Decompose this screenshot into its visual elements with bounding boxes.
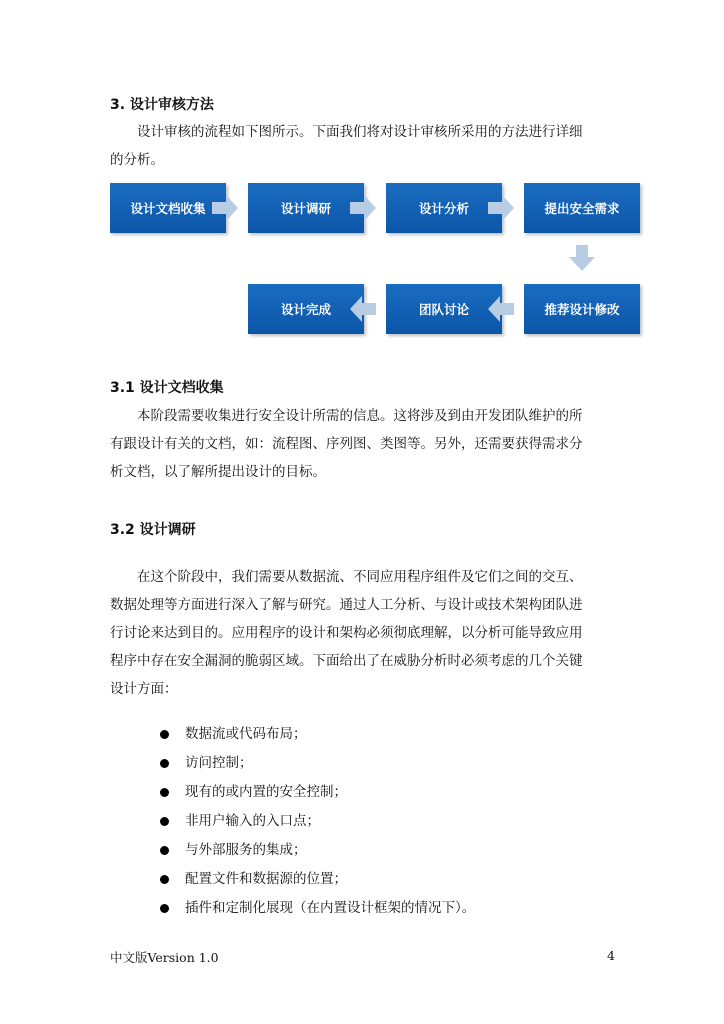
list-item-text: 非用户输入的入口点； (185, 813, 320, 829)
list-item (160, 778, 475, 807)
bullet-icon (160, 904, 169, 913)
arrow-right-icon (486, 194, 516, 222)
list-item (160, 807, 475, 836)
list-item (160, 720, 475, 749)
bullet-icon (160, 875, 169, 884)
section-3-intro (110, 118, 616, 174)
footer-version: 中文版Version 1.0 (110, 950, 219, 965)
bullet-icon (160, 788, 169, 797)
flow-step-design-analysis: 设计分析 (386, 183, 502, 233)
bullet-icon (160, 730, 169, 739)
bullet-icon (160, 759, 169, 768)
section-3-1-body (110, 402, 616, 486)
bullet-icon (160, 817, 169, 826)
arrow-right-icon (210, 194, 240, 222)
paragraph-line: 设计方面： (110, 681, 178, 697)
flow-step-team-discussion: 团队讨论 (386, 284, 502, 334)
list-item-text: 数据流或代码布局； (185, 726, 307, 742)
paragraph-line: 析文档，以了解所提出设计的目标。 (110, 464, 326, 480)
list-item-text: 访问控制； (185, 755, 253, 771)
list-item (160, 836, 475, 865)
arrow-left-icon (486, 295, 516, 323)
paragraph-line: 在这个阶段中，我们需要从数据流、不同应用程序组件及它们之间的交互、 (137, 569, 583, 585)
page-number: 4 (607, 948, 615, 963)
paragraph-line: 行讨论来达到目的。应用程序的设计和架构必须彻底理解，以分析可能导致应用 (110, 625, 583, 641)
paragraph-line: 程序中存在安全漏洞的脆弱区域。下面给出了在威胁分析时必须考虑的几个关键 (110, 653, 583, 669)
list-item (160, 749, 475, 778)
arrow-left-icon (348, 295, 378, 323)
flow-step-design-complete: 设计完成 (248, 284, 364, 334)
flow-step-doc-collect: 设计文档收集 (110, 183, 226, 233)
arrow-down-icon (568, 243, 596, 273)
flow-step-design-research: 设计调研 (248, 183, 364, 233)
list-item (160, 894, 475, 923)
paragraph-line: 数据处理等方面进行深入了解与研究。通过人工分析、与设计或技术架构团队进 (110, 597, 583, 613)
paragraph-line: 有跟设计有关的文档，如：流程图、序列图、类图等。另外，还需要获得需求分 (110, 436, 583, 452)
intro-line-1: 设计审核的流程如下图所示。下面我们将对设计审核所采用的方法进行详细 (137, 124, 583, 140)
bullet-icon (160, 846, 169, 855)
intro-line-2: 的分析。 (110, 152, 164, 168)
list-item (160, 865, 475, 894)
arrow-right-icon (348, 194, 378, 222)
section-3-2-body (110, 563, 616, 703)
paragraph-line: 本阶段需要收集进行安全设计所需的信息。这将涉及到由开发团队维护的所 (137, 408, 583, 424)
list-item-text: 现有的或内置的安全控制； (185, 784, 347, 800)
list-item-text: 配置文件和数据源的位置； (185, 871, 347, 887)
section-heading-3: 3. 设计审核方法 (110, 97, 214, 113)
flow-step-recommend-changes: 推荐设计修改 (524, 284, 640, 334)
list-item-text: 与外部服务的集成； (185, 842, 307, 858)
section-heading-3-2: 3.2 设计调研 (110, 522, 196, 538)
key-design-aspects-list (160, 720, 475, 923)
flow-step-security-requirements: 提出安全需求 (524, 183, 640, 233)
list-item-text: 插件和定制化展现（在内置设计框架的情况下）。 (185, 900, 476, 916)
section-heading-3-1: 3.1 设计文档收集 (110, 380, 224, 396)
